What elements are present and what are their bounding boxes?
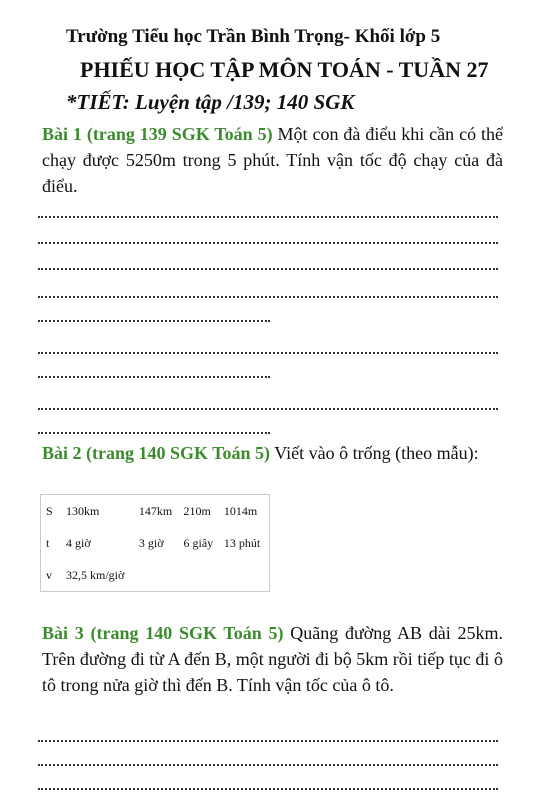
- answer-line[interactable]: [38, 366, 270, 378]
- answer-line[interactable]: [38, 206, 498, 218]
- exercise-1-label: Bài 1 (trang 139 SGK Toán 5): [42, 124, 273, 144]
- table-cell: 147km: [138, 503, 173, 518]
- answer-line[interactable]: [38, 258, 498, 270]
- row-header: S: [46, 503, 53, 518]
- table-cell: 3 giờ: [138, 535, 164, 550]
- table-cell: 6 giây: [183, 535, 214, 550]
- worksheet-title: PHIẾU HỌC TẬP MÔN TOÁN - TUẦN 27: [80, 57, 489, 82]
- table-cell[interactable]: [181, 559, 221, 592]
- exercise-1: [42, 121, 503, 199]
- answer-line[interactable]: [38, 422, 270, 434]
- answer-line[interactable]: [38, 754, 498, 766]
- exercise-3-text: Quãng đường AB dài 25km. Trên đường đi từ A đến B, một người đi bộ 5km rồi tiếp tục đi ô tô trong nửa giờ thì đến B. Tính vận tốc của ô tô.: [42, 623, 504, 695]
- answer-line[interactable]: [38, 398, 498, 410]
- answer-line[interactable]: [38, 286, 498, 298]
- answer-line[interactable]: [38, 310, 270, 322]
- exercise-2-label: Bài 2 (trang 140 SGK Toán 5): [42, 443, 271, 463]
- table-cell: 13 phút: [223, 535, 261, 550]
- table-cell[interactable]: [136, 559, 181, 592]
- table-cell: 32,5 km/giờ: [66, 567, 125, 582]
- answer-line[interactable]: [38, 342, 498, 354]
- answer-line[interactable]: [38, 232, 498, 244]
- answer-line[interactable]: [38, 778, 498, 790]
- exercise-2-text: Viết vào ô trống (theo mẫu):: [270, 443, 479, 463]
- table-cell[interactable]: [221, 559, 270, 592]
- exercise-3: [42, 620, 503, 698]
- table-cell: 130km: [66, 503, 100, 518]
- school-name: Trường Tiểu học Trần Bình Trọng- Khối lớp 5: [66, 26, 441, 47]
- table-cell: 1014m: [223, 503, 258, 518]
- lesson-title: *TIẾT: Luyện tập /139; 140 SGK: [66, 90, 355, 114]
- exercise-1-text: Một con đà điểu khi cần có thể chạy được 5250m trong 5 phút. Tính vận tốc độ chạy của đà điểu.: [42, 124, 503, 196]
- answer-line[interactable]: [38, 730, 498, 742]
- speed-table: [40, 494, 270, 592]
- table-row: [41, 495, 270, 528]
- table-cell: 210m: [183, 503, 211, 518]
- table-row: [41, 559, 270, 592]
- row-header: v: [46, 567, 52, 582]
- table-cell: 4 giờ: [66, 535, 91, 550]
- exercise-3-label: Bài 3 (trang 140 SGK Toán 5): [42, 623, 284, 643]
- row-header: t: [46, 535, 50, 550]
- table-row: [41, 527, 270, 559]
- exercise-2: [42, 440, 503, 466]
